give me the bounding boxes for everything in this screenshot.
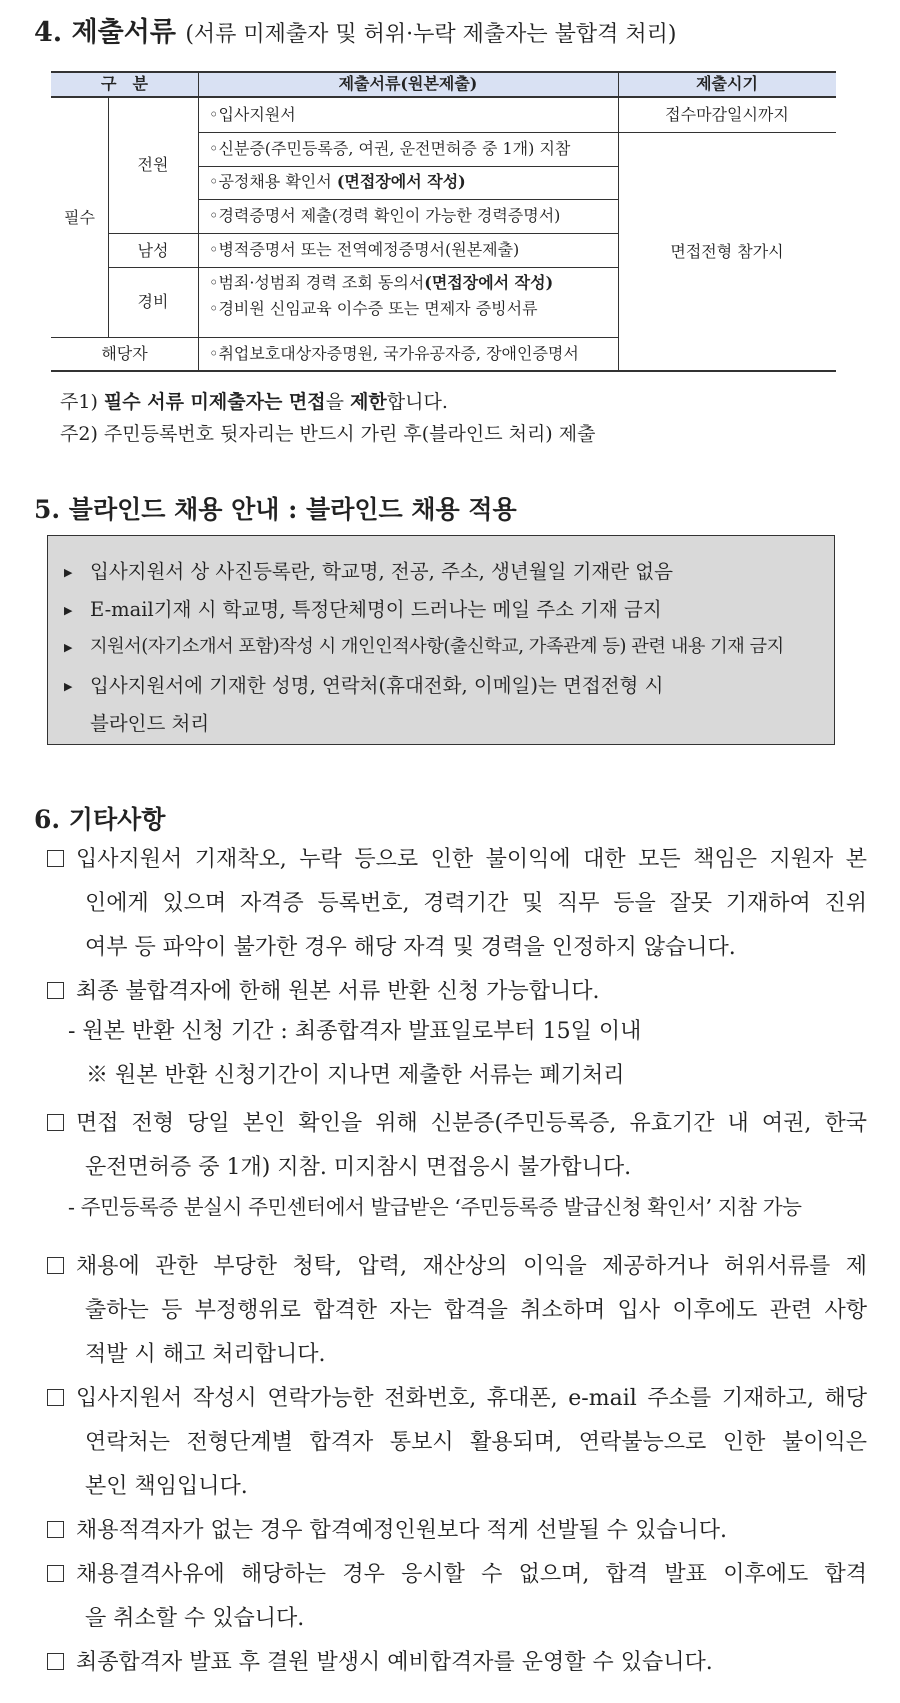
notice-paragraph-2: 최종 불합격자에 한해 원본 서류 반환 신청 가능합니다. bbox=[47, 970, 867, 1014]
doc-fair-hiring: ◦공정채용 확인서 (면접장에서 작성) bbox=[209, 172, 466, 191]
group-applicable: 해당자 bbox=[101, 344, 148, 363]
notice-paragraph-8: 최종합격자 발표 후 결원 발생시 예비합격자를 운영할 수 있습니다. bbox=[47, 1641, 867, 1685]
blind-item: ▶ 입사지원서 상 사진등록란, 학교명, 전공, 주소, 생년월일 기재란 없음 bbox=[64, 560, 673, 583]
checkbox-icon bbox=[47, 1114, 64, 1131]
timing-deadline: 접수마감일시까지 bbox=[665, 105, 789, 124]
section4-heading bbox=[34, 10, 677, 49]
notice-paragraph-5: 입사지원서 작성시 연락가능한 전화번호, 휴대폰, e-mail 주소를 기재하고, 해당 연락처는 전형단계별 합격자 통보시 활용되며, 연락불능으로 인한 불이익은 본인 책임입니다. bbox=[47, 1377, 867, 1509]
doc-career-cert: ◦경력증명서 제출(경력 확인이 가능한 경력증명서) bbox=[209, 206, 561, 225]
section6-title: 6. 기타사항 bbox=[34, 805, 166, 834]
documents-table bbox=[51, 71, 836, 371]
doc-guard-training: ◦경비원 신임교육 이수증 또는 면제자 증빙서류 bbox=[209, 299, 538, 318]
checkbox-icon bbox=[47, 1257, 64, 1274]
notice-paragraph-7: 채용결격사유에 해당하는 경우 응시할 수 없으며, 합격 발표 이후에도 합격 을 취소할 수 있습니다. bbox=[47, 1553, 867, 1641]
header-documents: 제출서류(원본제출) bbox=[338, 74, 478, 93]
notice-2-sub-note: ※ 원본 반환 신청기간이 지나면 제출한 서류는 폐기처리 bbox=[86, 1063, 625, 1088]
notice-paragraph-4: 채용에 관한 부당한 청탁, 압력, 재산상의 이익을 제공하거나 허위서류를 제 출하는 등 부정행위로 합격한 자는 합격을 취소하며 입사 이후에도 관련 사항 적발 시 해고 처리합니다. bbox=[47, 1245, 867, 1377]
notice-3-sub: - 주민등록증 분실시 주민센터에서 발급받은 ‘주민등록증 발급신청 확인서’ 지참 가능 bbox=[68, 1195, 802, 1219]
triangle-bullet-icon: ▶ bbox=[64, 640, 72, 654]
header-category: 구 분 bbox=[101, 74, 148, 93]
checkbox-icon bbox=[47, 1521, 64, 1538]
note-2: 주2) 주민등록번호 뒷자리는 반드시 가린 후(블라인드 처리) 제출 bbox=[60, 423, 596, 445]
checkbox-icon bbox=[47, 850, 64, 867]
triangle-bullet-icon: ▶ bbox=[64, 680, 73, 693]
notice-paragraph-6: 채용적격자가 없는 경우 합격예정인원보다 적게 선발될 수 있습니다. bbox=[47, 1509, 867, 1553]
note-1: 주1) 필수 서류 미제출자는 면접을 제한합니다. bbox=[60, 391, 448, 413]
blind-item: ▶ E-mail기재 시 학교명, 특정단체명이 드러나는 메일 주소 기재 금지 bbox=[64, 598, 662, 621]
checkbox-icon bbox=[47, 1653, 64, 1670]
doc-crime-check: ◦범죄·성범죄 경력 조회 동의서(면접장에서 작성) bbox=[209, 273, 554, 292]
blind-item-continuation: 블라인드 처리 bbox=[90, 712, 210, 735]
group-all: 전원 bbox=[137, 155, 169, 174]
notice-2-sub-period: - 원본 반환 신청 기간 : 최종합격자 발표일로부터 15일 이내 bbox=[68, 1019, 642, 1044]
triangle-bullet-icon: ▶ bbox=[64, 566, 73, 579]
header-timing: 제출시기 bbox=[696, 74, 758, 93]
blind-item: ▶ 입사지원서에 기재한 성명, 연락처(휴대전화, 이메일)는 면접전형 시 bbox=[64, 674, 664, 697]
blind-hiring-box bbox=[47, 535, 835, 745]
section4-subtitle: (서류 미제출자 및 허위·누락 제출자는 불합격 처리) bbox=[185, 22, 677, 47]
timing-interview: 면접전형 참가시 bbox=[670, 242, 784, 261]
section4-title: 4. 제출서류 bbox=[34, 17, 176, 48]
checkbox-icon bbox=[47, 1389, 64, 1406]
checkbox-icon bbox=[47, 982, 64, 999]
triangle-bullet-icon: ▶ bbox=[64, 604, 73, 617]
group-guard: 경비 bbox=[137, 292, 169, 311]
group-male: 남성 bbox=[137, 241, 169, 260]
notice-paragraph-1: 입사지원서 기재착오, 누락 등으로 인한 불이익에 대한 모든 책임은 지원자 본 인에게 있으며 자격증 등록번호, 경력기간 및 직무 등을 잘못 기재하여 진위 여부 등 파악이 불가한 경우 해당 자격 및 경력을 인정하지 않습니다. bbox=[47, 838, 867, 970]
doc-military-cert: ◦병적증명서 또는 전역예정증명서(원본제출) bbox=[209, 240, 520, 259]
checkbox-icon bbox=[47, 1565, 64, 1582]
section5-title: 5. 블라인드 채용 안내 : 블라인드 채용 적용 bbox=[34, 495, 517, 524]
doc-id-card: ◦신분증(주민등록증, 여권, 운전면허증 중 1개) 지참 bbox=[209, 139, 571, 158]
doc-veteran-cert: ◦취업보호대상자증명원, 국가유공자증, 장애인증명서 bbox=[209, 344, 579, 363]
group-required: 필수 bbox=[64, 208, 95, 227]
notice-paragraph-3: 면접 전형 당일 본인 확인을 위해 신분증(주민등록증, 유효기간 내 여권, 한국 운전면허증 중 1개) 지참. 미지참시 면접응시 불가합니다. bbox=[47, 1102, 867, 1190]
blind-item: ▶ 지원서(자기소개서 포함)작성 시 개인인적사항(출신학교, 가족관계 등) 관련 내용 기재 금지 bbox=[64, 636, 784, 657]
doc-application: ◦입사지원서 bbox=[209, 105, 296, 124]
